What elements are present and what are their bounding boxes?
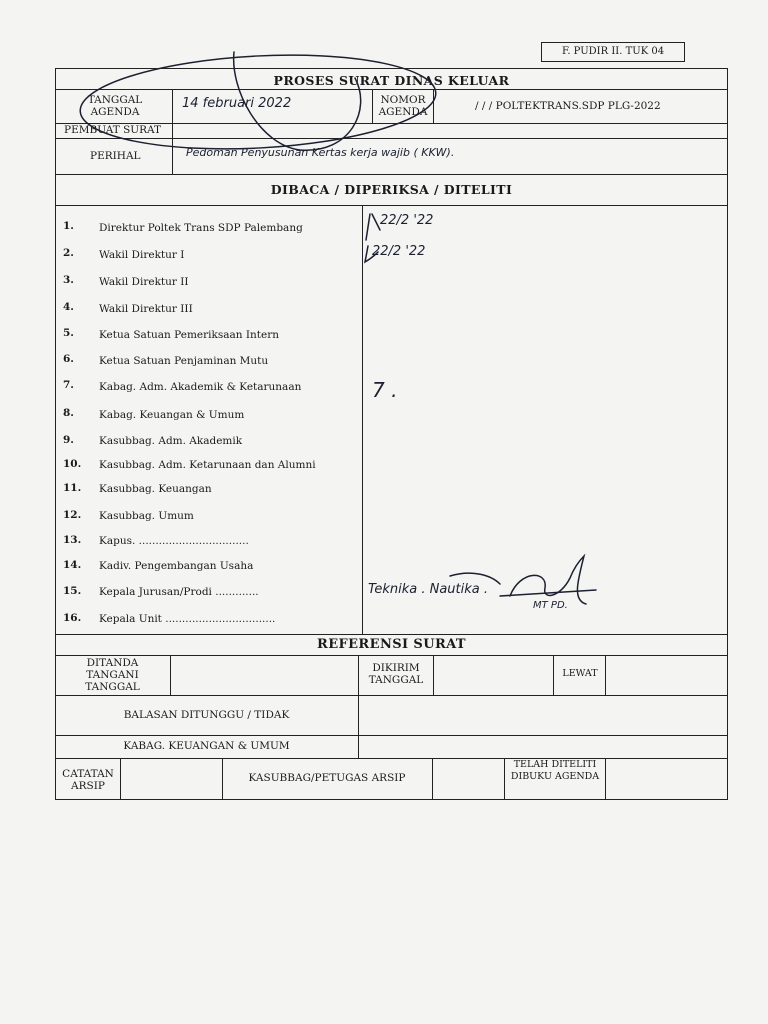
review-item-label: Direktur Poltek Trans SDP Palembang xyxy=(99,222,303,234)
dikirim-label: DIKIRIM TANGGAL xyxy=(368,662,424,686)
check-mark-2 xyxy=(365,246,378,262)
review-item-label: Kasubbag. Adm. Akademik xyxy=(99,435,243,447)
review-item-num: 3. xyxy=(63,274,74,286)
annotation-item-15-extra: MT PD. xyxy=(533,600,568,611)
telah-diteliti-label: TELAH DITELITI DIBUKU AGENDA xyxy=(510,759,600,782)
form-code: F. PUDIR II. TUK 04 xyxy=(541,42,685,62)
annotation-item-7: 7 . xyxy=(372,378,398,402)
signature-stroke xyxy=(510,556,586,604)
catatan-arsip-label: CATATAN ARSIP xyxy=(62,768,114,792)
ditanda-label: DITANDA TANGANI TANGGAL xyxy=(85,657,140,693)
signature-flourish xyxy=(450,573,500,584)
review-item-num: 9. xyxy=(63,434,74,446)
review-item-label: Kabag. Keuangan & Umum xyxy=(99,409,245,421)
perihal-label: PERIHAL xyxy=(90,150,141,162)
review-item-label: Wakil Direktur III xyxy=(99,303,193,315)
review-item-num: 8. xyxy=(63,407,74,419)
review-item-label: Ketua Satuan Pemeriksaan Intern xyxy=(99,329,280,341)
annotation-item-15: Teknika . Nautika . xyxy=(368,582,489,597)
review-item-label: Kabag. Adm. Akademik & Ketarunaan xyxy=(99,381,302,393)
pembuat-surat-label: PEMBUAT SURAT xyxy=(64,124,162,136)
review-item-num: 4. xyxy=(63,301,74,313)
check-mark-1 xyxy=(366,214,380,240)
review-item-num: 13. xyxy=(63,534,82,546)
review-item-num: 1. xyxy=(63,220,74,232)
review-item-label: Kasubbag. Adm. Ketarunaan dan Alumni xyxy=(99,459,316,471)
perihal-value: Pedoman Penyusunan Kertas kerja wajib ( KKW). xyxy=(186,146,455,159)
review-item-num: 15. xyxy=(63,585,82,597)
review-item-num: 2. xyxy=(63,247,74,259)
kasubbag-label: KASUBBAG/PETUGAS ARSIP xyxy=(248,772,406,784)
review-item-num: 14. xyxy=(63,559,82,571)
review-item-label: Kasubbag. Umum xyxy=(99,510,194,522)
nomor-agenda-label: NOMOR AGENDA xyxy=(378,94,428,118)
review-item-num: 5. xyxy=(63,327,74,339)
review-item-label: Wakil Direktur I xyxy=(99,249,185,261)
review-item-num: 16. xyxy=(63,612,82,624)
review-item-label: Kepala Unit ................................. xyxy=(99,613,276,625)
kabag-label: KABAG. KEUANGAN & UMUM xyxy=(123,740,290,752)
balasan-label: BALASAN DITUNGGU / TIDAK xyxy=(123,709,290,721)
tanggal-agenda-label: TANGGAL AGENDA xyxy=(87,94,143,118)
circle-mark-loop xyxy=(234,52,361,150)
review-item-label: Kepala Jurusan/Prodi ............. xyxy=(99,586,259,598)
annotation-item-1: 22/2 '22 xyxy=(380,213,434,228)
tanggal-agenda-value: 14 februari 2022 xyxy=(182,96,292,111)
review-item-label: Kapus. ................................. xyxy=(99,535,249,547)
form-title: PROSES SURAT DINAS KELUAR xyxy=(273,73,510,88)
lewat-label: LEWAT xyxy=(562,668,598,679)
nomor-agenda-value: / / / POLTEKTRANS.SDP PLG-2022 xyxy=(475,100,661,112)
review-item-num: 6. xyxy=(63,353,74,365)
annotation-item-2: 22/2 '22 xyxy=(372,244,426,259)
review-item-label: Kadiv. Pengembangan Usaha xyxy=(99,560,254,572)
review-item-label: Ketua Satuan Penjaminan Mutu xyxy=(99,355,269,367)
review-item-num: 7. xyxy=(63,379,74,391)
review-item-label: Wakil Direktur II xyxy=(99,276,189,288)
reference-title: REFERENSI SURAT xyxy=(316,637,467,652)
review-item-num: 12. xyxy=(63,509,82,521)
review-item-label: Kasubbag. Keuangan xyxy=(99,483,212,495)
review-item-num: 11. xyxy=(63,482,82,494)
review-item-num: 10. xyxy=(63,458,82,470)
circle-mark xyxy=(78,47,438,158)
review-title: DIBACA / DIPERIKSA / DITELITI xyxy=(270,182,513,197)
